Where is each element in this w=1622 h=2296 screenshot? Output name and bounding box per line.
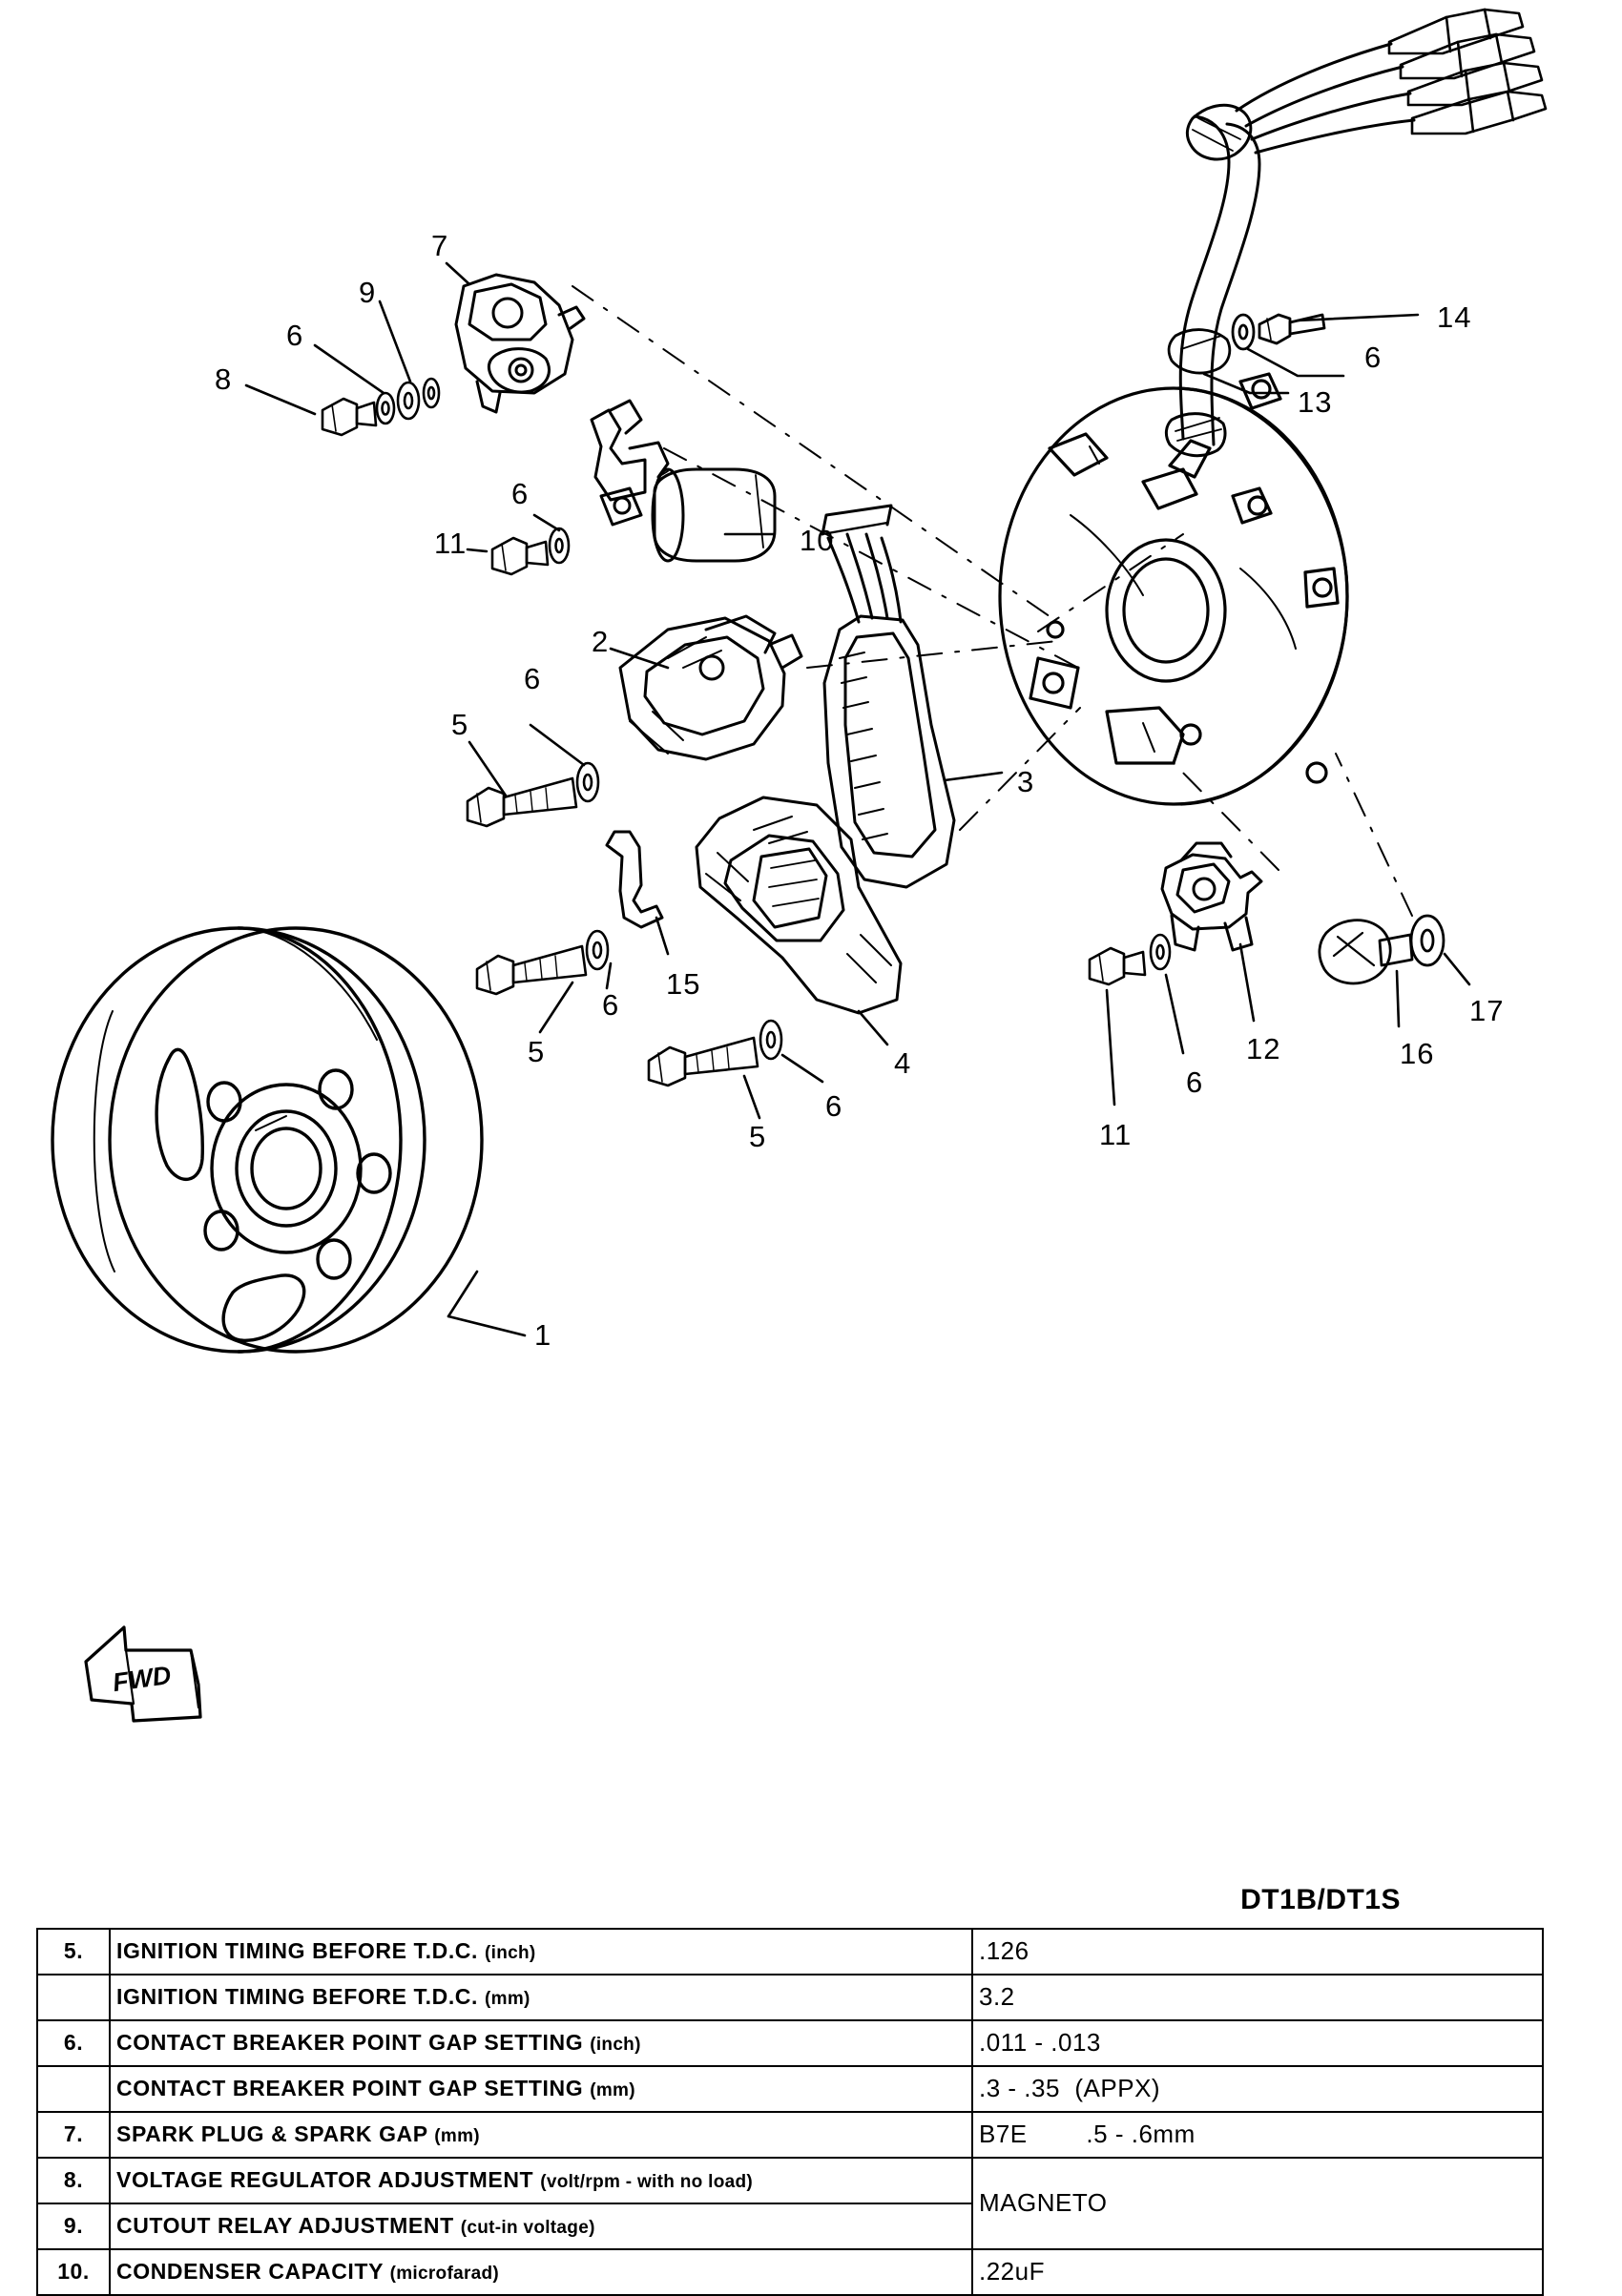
row-description-main: CONTACT BREAKER POINT GAP SETTING [116,2029,584,2055]
terminal-screw-hardware [1090,935,1170,984]
callout-number-layer [215,229,1504,1352]
callout-5-b: 5 [528,1035,546,1068]
lighting-coil-4 [697,797,901,1013]
flywheel-rotor [52,928,482,1352]
terminal-bracket-12 [1162,843,1261,950]
row-description-unit: (inch) [485,1942,536,1963]
row-description-unit: (inch) [590,2034,641,2055]
model-variant-title: DT1B/DT1S [1240,1884,1401,1915]
callout-6-e: 6 [602,988,620,1022]
row-description [110,2203,972,2249]
callout-6-g: 6 [1186,1065,1204,1099]
table-row [37,2158,1543,2203]
callout-1: 1 [534,1318,552,1352]
table-row [37,2249,1543,2295]
row-description [110,2066,972,2112]
row-value: 3.2 [972,1975,1543,2020]
coil-screw-long-a [468,763,598,826]
callout-5-c: 5 [749,1120,767,1153]
table-row [37,2066,1543,2112]
row-description [110,2112,972,2158]
row-description-unit: (volt/rpm - with no load) [540,2171,754,2192]
ignition-coil-2 [620,616,801,759]
coil-screw-long-b [477,931,608,994]
row-value: B7E .5 - .6mm [972,2112,1543,2158]
harness-clamp-hardware [1169,315,1324,373]
callout-12: 12 [1246,1032,1281,1065]
callout-10: 10 [800,524,835,557]
wiring-harness [1166,10,1546,456]
callout-4: 4 [894,1046,912,1080]
table-row [37,2112,1543,2158]
row-description-main: VOLTAGE REGULATOR ADJUSTMENT [116,2166,534,2192]
row-number: 8. [37,2158,110,2203]
coil-screw-long-c [649,1021,781,1086]
specification-table [36,1928,1544,2296]
row-description [110,2020,972,2066]
row-value: .3 - .35 (APPX) [972,2066,1543,2112]
row-description [110,1929,972,1975]
table-row [37,1975,1543,2020]
row-number [37,1975,110,2020]
row-description-main: IGNITION TIMING BEFORE T.D.C. [116,1983,479,2009]
row-number: 9. [37,2203,110,2249]
row-number: 5. [37,1929,110,1975]
row-description-unit: (cut-in voltage) [460,2217,595,2238]
callout-15: 15 [666,967,701,1001]
row-value: MAGNETO [972,2158,1543,2249]
callout-11-a: 11 [434,527,468,560]
callout-5-a: 5 [451,708,469,741]
wire-clip-15 [607,832,662,927]
condenser [592,401,775,561]
row-description-unit: (mm) [434,2125,480,2146]
callout-6-f: 6 [825,1089,843,1123]
callout-6-d: 6 [524,662,542,695]
callout-8: 8 [215,362,233,396]
row-description-main: CONTACT BREAKER POINT GAP SETTING [116,2075,584,2100]
table-row [37,2020,1543,2066]
row-number: 7. [37,2112,110,2158]
callout-7: 7 [431,229,449,262]
row-description [110,2158,972,2203]
plate-screw-16 [1320,916,1444,983]
callout-11-b: 11 [1099,1118,1133,1151]
specification-table-block [36,1884,1582,2296]
row-value: .22uF [972,2249,1543,2295]
callout-13: 13 [1298,385,1333,419]
callout-9: 9 [359,276,377,309]
row-value: .011 - .013 [972,2020,1543,2066]
row-number: 6. [37,2020,110,2066]
row-number [37,2066,110,2112]
callout-6-b: 6 [1364,341,1383,374]
breaker-screw-hardware [322,379,439,435]
callout-17: 17 [1469,994,1505,1027]
table-row [37,1929,1543,1975]
callout-6-c: 6 [511,477,530,510]
row-description-main: IGNITION TIMING BEFORE T.D.C. [116,1937,479,1963]
condenser-screw-hardware [492,528,569,574]
row-description-main: CUTOUT RELAY ADJUSTMENT [116,2212,454,2238]
row-description-main: SPARK PLUG & SPARK GAP [116,2120,428,2146]
callout-14: 14 [1437,300,1472,334]
callout-2: 2 [592,625,610,658]
fwd-label: FWD [111,1660,174,1698]
row-number: 10. [37,2249,110,2295]
row-description-unit: (mm) [590,2079,635,2100]
row-description [110,2249,972,2295]
callout-16: 16 [1400,1037,1435,1070]
stator-base-plate [1000,374,1347,804]
row-description [110,1975,972,2020]
row-description-main: CONDENSER CAPACITY [116,2258,384,2284]
contact-breaker-assembly [456,275,584,412]
callout-3: 3 [1017,765,1035,798]
row-description-unit: (mm) [485,1988,530,2009]
row-value: .126 [972,1929,1543,1975]
row-description-unit: (microfarad) [389,2263,500,2284]
callout-6-a: 6 [286,319,304,352]
